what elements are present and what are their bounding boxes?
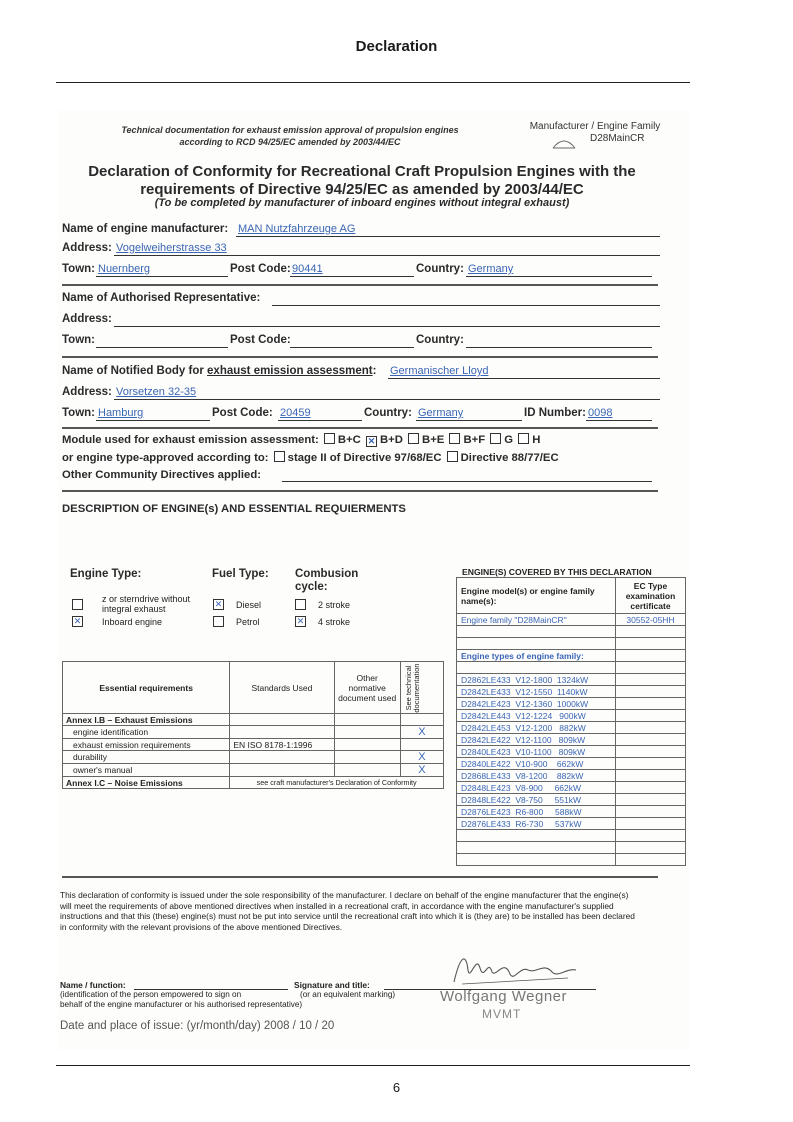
date-place-of-issue: Date and place of issue: (yr/month/day) 2008 / 10 / 20 bbox=[60, 1020, 335, 1032]
underline bbox=[278, 420, 362, 421]
table-row: D2840LE422 V10-900 662kW bbox=[457, 758, 686, 770]
fuel-type-opt1: Diesel bbox=[236, 600, 262, 610]
technical-doc-line-1: Technical documentation for exhaust emission approval of propulsion engines bbox=[121, 125, 459, 135]
doc-title-line-1: Declaration of Conformity for Recreational Craft Propulsion Engines with the bbox=[88, 163, 636, 180]
footer-rule bbox=[56, 1065, 690, 1066]
table-row: engine identification X bbox=[63, 726, 444, 739]
checkbox-2-stroke[interactable] bbox=[295, 599, 306, 610]
man-logo-icon bbox=[551, 136, 577, 150]
table-row: D2876LE433 R6-730 537kW bbox=[457, 818, 686, 830]
representative-country-label: Country: bbox=[416, 334, 464, 346]
notified-id-value: 0098 bbox=[588, 407, 613, 419]
manufacturer-country-value: Germany bbox=[468, 263, 514, 275]
engines-covered-heading: ENGINE(S) COVERED BY THIS DECLARATION bbox=[462, 567, 652, 577]
engines-col-2: EC Type examination certificate bbox=[616, 578, 686, 614]
checkbox-stage-ii[interactable] bbox=[274, 451, 285, 462]
checkbox-bf[interactable] bbox=[449, 433, 460, 444]
combustion-opt1: 2 stroke bbox=[318, 600, 351, 610]
description-heading: DESCRIPTION OF ENGINE(s) AND ESSENTIAL REQUIERMENTS bbox=[62, 503, 406, 515]
doc-title-line-2: requirements of Directive 94/25/EC as amended by 2003/44/EC bbox=[140, 181, 584, 198]
section-divider bbox=[62, 490, 658, 492]
underline bbox=[96, 420, 210, 421]
checkbox-inboard-checked[interactable]: ✕ bbox=[73, 616, 82, 626]
checkbox-diesel-checked[interactable]: ✕ bbox=[214, 599, 223, 609]
checkbox-sterndrive[interactable] bbox=[72, 599, 83, 610]
representative-address-label: Address: bbox=[62, 313, 112, 325]
table-row: Annex I.B – Exhaust Emissions bbox=[63, 714, 444, 726]
manufacturer-name-label: Name of engine manufacturer: bbox=[62, 223, 229, 235]
manufacturer-post-label: Post Code: bbox=[230, 263, 291, 275]
notified-country-label: Country: bbox=[364, 407, 412, 419]
underline bbox=[290, 347, 414, 348]
req-col-4: See technical documentation bbox=[400, 662, 443, 714]
fuel-type-heading: Fuel Type: bbox=[212, 568, 269, 580]
table-row: D2868LE433 V8-1200 882kW bbox=[457, 770, 686, 782]
table-row: D2842LE433 V12-1550 1140kW bbox=[457, 686, 686, 698]
signer-dept-stamp: MVMT bbox=[482, 1007, 522, 1021]
table-row: Engine types of engine family: bbox=[457, 650, 686, 662]
underline bbox=[282, 481, 652, 482]
header-rule bbox=[56, 82, 690, 83]
table-row: D2862LE433 V12-1800 1324kW bbox=[457, 674, 686, 686]
engines-table bbox=[456, 577, 686, 866]
table-row: D2842LE422 V12-1100 809kW bbox=[457, 734, 686, 746]
underline bbox=[466, 347, 652, 348]
conformity-statement: This declaration of conformity is issued under the sole responsibility of the manufacturer. I declare on behalf of the engine manufacturer that the engine(s) will meet the requirements of above mentioned directives when installed in a recreational craft, in accordance with the engine manufacturer's supplied instructions and that this (these) engine(s) must not be put into service until the recreational craft into which it is (they are) to be installed has been declared in conformity with the relevant provisions of the above mentioned Directives. bbox=[60, 890, 635, 932]
table-row: D2876LE423 R6-800 588kW bbox=[457, 806, 686, 818]
notified-body-value: Germanischer Lloyd bbox=[390, 365, 489, 377]
engine-type-opt2: Inboard engine bbox=[102, 617, 163, 627]
underline bbox=[586, 420, 652, 421]
representative-post-label: Post Code: bbox=[230, 334, 291, 346]
manufacturer-address-value: Vogelweiherstrasse 33 bbox=[116, 242, 227, 254]
table-row: D2848LE422 V8-750 551kW bbox=[457, 794, 686, 806]
underline bbox=[272, 305, 660, 306]
req-col-2: Standards Used bbox=[230, 662, 334, 714]
module-line-1: Module used for exhaust emission assessment: B+C ✕ B+D B+E B+F G H bbox=[62, 434, 541, 446]
table-row: D2842LE423 V12-1360 1000kW bbox=[457, 698, 686, 710]
underline bbox=[114, 399, 660, 400]
req-col-1: Essential requirements bbox=[63, 662, 230, 714]
section-divider bbox=[62, 284, 658, 286]
checkbox-directive-88[interactable] bbox=[447, 451, 458, 462]
checkbox-h[interactable] bbox=[518, 433, 529, 444]
notified-country-value: Germany bbox=[418, 407, 464, 419]
name-note-2: behalf of the engine manufacturer or his authorised representative) bbox=[60, 1000, 303, 1009]
table-row bbox=[457, 830, 686, 842]
page-title: Declaration bbox=[355, 38, 438, 55]
underline bbox=[388, 378, 660, 379]
table-row: D2848LE423 V8-900 662kW bbox=[457, 782, 686, 794]
table-row bbox=[457, 638, 686, 650]
notified-body-label: Name of Notified Body for exhaust emission assessment: bbox=[62, 365, 377, 377]
notified-town-label: Town: bbox=[62, 407, 95, 419]
notified-post-label: Post Code: bbox=[212, 407, 273, 419]
table-row: D2842LE453 V12-1200 882kW bbox=[457, 722, 686, 734]
table-row: exhaust emission requirements EN ISO 8178-1:1996 bbox=[63, 739, 444, 751]
table-row bbox=[63, 662, 444, 714]
page-number: 6 bbox=[392, 1080, 401, 1095]
combustion-heading-1: Combusion bbox=[295, 568, 359, 580]
table-row bbox=[457, 854, 686, 866]
doc-subtitle: (To be completed by manufacturer of inboard engines without integral exhaust) bbox=[154, 197, 570, 209]
table-row: D2840LE423 V10-1100 809kW bbox=[457, 746, 686, 758]
table-row bbox=[457, 662, 686, 674]
notified-post-value: 20459 bbox=[280, 407, 311, 419]
notified-address-value: Vorsetzen 32-35 bbox=[116, 386, 197, 398]
combustion-heading-2: cycle: bbox=[295, 581, 328, 593]
underline bbox=[114, 255, 660, 256]
notified-address-label: Address: bbox=[62, 386, 112, 398]
checkbox-petrol[interactable] bbox=[213, 616, 224, 627]
signature-note: (or an equivalent marking) bbox=[300, 990, 396, 999]
module-line-3: Other Community Directives applied: bbox=[62, 469, 261, 481]
underline bbox=[96, 347, 228, 348]
engines-col-1: Engine model(s) or engine family name(s): bbox=[457, 578, 616, 614]
manufacturer-family-label: Manufacturer / Engine Family bbox=[529, 121, 661, 132]
manufacturer-country-label: Country: bbox=[416, 263, 464, 275]
section-divider bbox=[62, 427, 658, 429]
engine-type-opt1: z or sterndrive without integral exhaust bbox=[102, 594, 191, 614]
engine-type-heading: Engine Type: bbox=[70, 568, 142, 580]
fuel-type-opt2: Petrol bbox=[236, 617, 260, 627]
underline bbox=[114, 326, 660, 327]
name-function-label: Name / function: bbox=[60, 980, 126, 990]
technical-doc-line-2: according to RCD 94/25/EC amended by 2003/44/EC bbox=[179, 137, 401, 147]
underline bbox=[466, 276, 652, 277]
manufacturer-town-label: Town: bbox=[62, 263, 95, 275]
combustion-opt2: 4 stroke bbox=[318, 617, 351, 627]
manufacturer-name-value: MAN Nutzfahrzeuge AG bbox=[238, 223, 356, 235]
underline bbox=[416, 420, 522, 421]
notified-town-value: Hamburg bbox=[98, 407, 144, 419]
checkbox-bc[interactable] bbox=[324, 433, 335, 444]
signature-label: Signature and title: bbox=[294, 980, 370, 990]
table-row: owner's manual X bbox=[63, 764, 444, 777]
table-row bbox=[457, 626, 686, 638]
manufacturer-address-label: Address: bbox=[62, 242, 112, 254]
checkbox-be[interactable] bbox=[408, 433, 419, 444]
underline bbox=[96, 276, 228, 277]
table-row: Engine family "D28MainCR" 30552-05HH bbox=[457, 614, 686, 626]
table-row bbox=[457, 842, 686, 854]
module-line-2: or engine type-approved according to: stage II of Directive 97/68/EC Directive 88/77/EC bbox=[62, 452, 559, 464]
checkbox-4-stroke-checked[interactable]: ✕ bbox=[296, 616, 305, 626]
checkbox-g[interactable] bbox=[490, 433, 501, 444]
representative-name-label: Name of Authorised Representative: bbox=[62, 292, 261, 304]
underline bbox=[290, 276, 414, 277]
manufacturer-town-value: Nuernberg bbox=[98, 263, 150, 275]
notified-id-label: ID Number: bbox=[524, 407, 586, 419]
requirements-table bbox=[62, 661, 444, 789]
section-divider bbox=[62, 876, 658, 878]
manufacturer-family-value: D28MainCR bbox=[590, 133, 645, 144]
representative-town-label: Town: bbox=[62, 334, 95, 346]
checkbox-bd-checked[interactable]: ✕ bbox=[367, 436, 376, 446]
table-row: D2842LE443 V12-1224 900kW bbox=[457, 710, 686, 722]
table-row bbox=[457, 578, 686, 614]
table-row: durability X bbox=[63, 751, 444, 764]
handwritten-signature bbox=[448, 948, 588, 988]
section-divider bbox=[62, 356, 658, 358]
signer-name-stamp: Wolfgang Wegner bbox=[440, 988, 568, 1005]
name-note-1: (identification of the person empowered to sign on bbox=[60, 990, 242, 999]
underline bbox=[236, 236, 660, 237]
table-row: Annex I.C – Noise Emissions see craft manufacturer's Declaration of Conformity bbox=[63, 777, 444, 789]
req-col-3: Other normative document used bbox=[334, 662, 400, 714]
manufacturer-post-value: 90441 bbox=[292, 263, 323, 275]
